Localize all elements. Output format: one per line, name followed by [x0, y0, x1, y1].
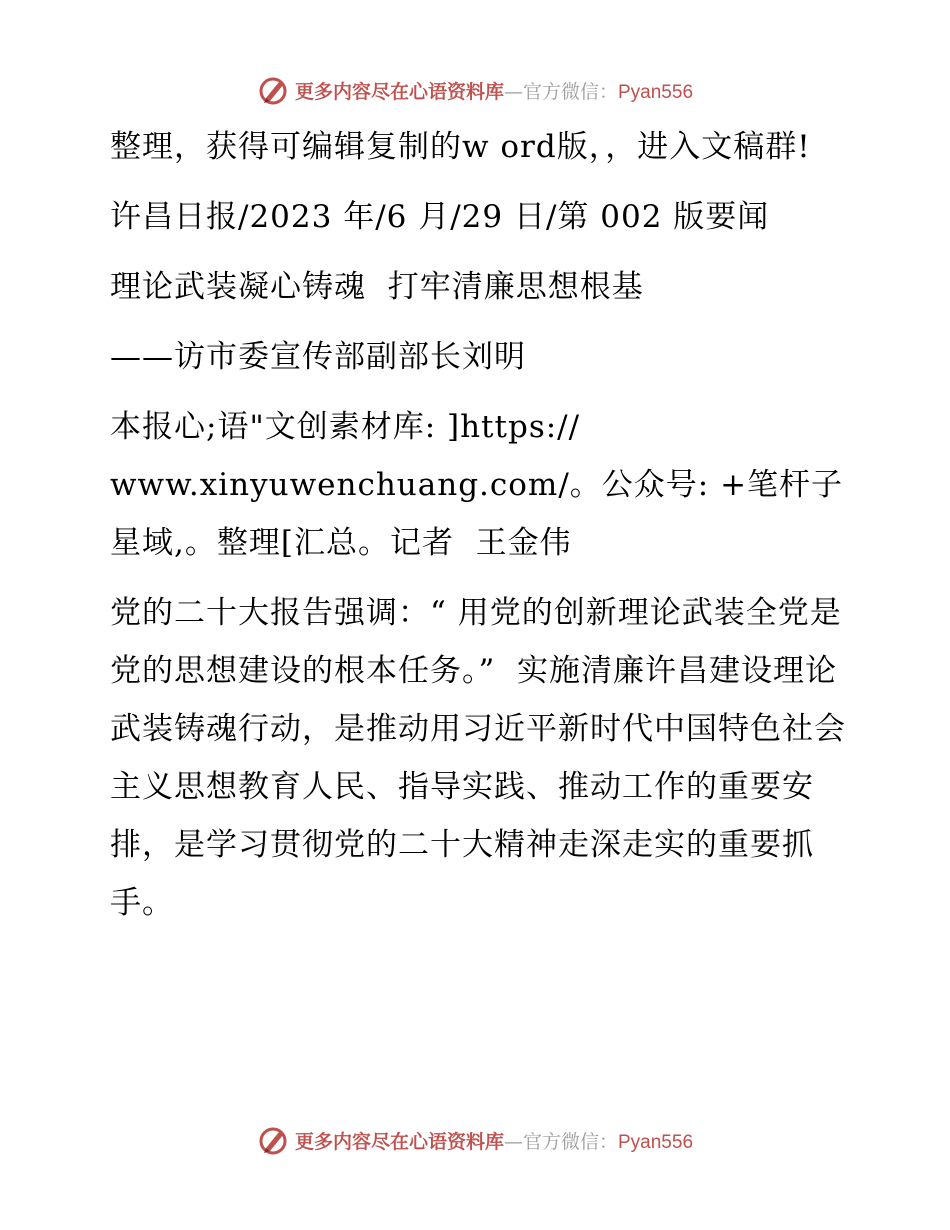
intro-paragraph: 整理，获得可编辑复制的w ord版，，进入文稿群! [110, 129, 811, 165]
article-title: 理论武装凝心铸魂 打牢清廉思想根基 [110, 269, 644, 305]
pen-logo-icon [257, 74, 289, 106]
document-body [98, 118, 858, 944]
body-paragraph: 党的二十大报告强调：“ 用党的创新理论武装全党是党的思想建设的根本任务。” 实施清廉许昌建设理论武装铸魂行动，是推动用习近平新时代中国特色社会主义思想教育人民、指导实践、推动工作的重要安排，是学习贯彻党的二十大精神走深走实的重要抓手。 [110, 595, 846, 921]
footer-watermark-banner [0, 1120, 950, 1160]
watermark-text: 更多内容尽在心语资料库—官方微信：Pyan556 [294, 80, 694, 103]
watermark-text: 更多内容尽在心语资料库—官方微信：Pyan556 [294, 1130, 694, 1153]
byline-paragraph: 本报心;语"文创素材库: ]https:// www.xinyuwenchuang.com/。公众号: +笔杆子星域,。整理[汇总。记者 王金伟 [110, 409, 844, 561]
source-line: 许昌日报/2023 年/6 月/29 日/第 002 版要闻 [110, 199, 770, 235]
header-watermark-banner [0, 70, 950, 110]
article-subtitle: ——访市委宣传部副部长刘明 [110, 339, 526, 375]
pen-logo-icon [257, 1124, 289, 1156]
